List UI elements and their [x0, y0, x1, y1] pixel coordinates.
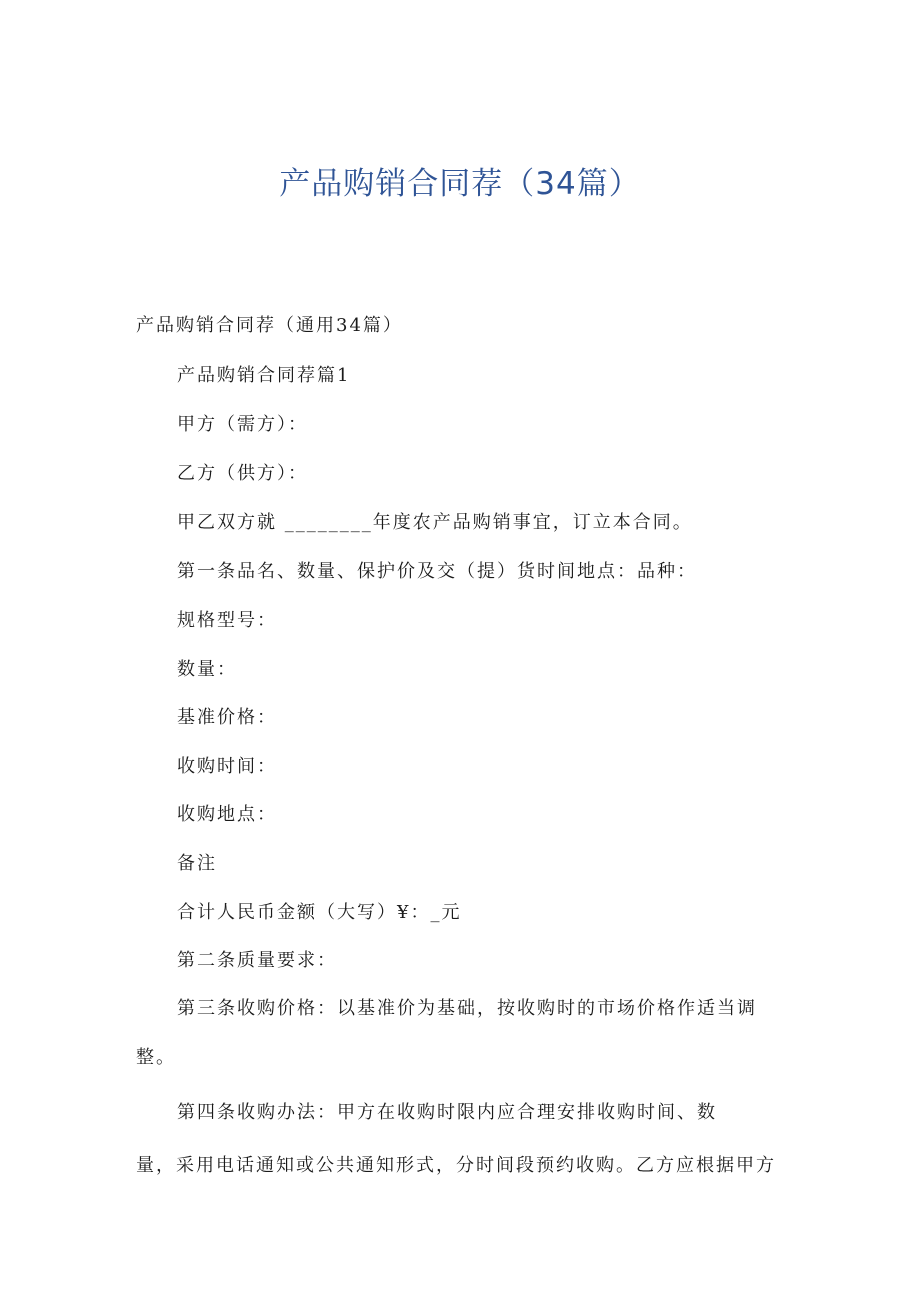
article-3-line-1: 第三条收购价格：以基准价为基础，按收购时的市场价格作适当调 [177, 998, 757, 1019]
field-total-amount: 合计人民币金额（大写）¥：_元 [177, 902, 462, 923]
article-1: 第一条品名、数量、保护价及交（提）货时间地点：品种： [177, 561, 697, 582]
agreement-intro: 甲乙双方就 ________年度农产品购销事宜，订立本合同。 [177, 512, 693, 533]
document-subtitle: 产品购销合同荐（通用34篇） [136, 315, 403, 336]
field-base-price: 基准价格： [177, 707, 277, 728]
field-purchase-time: 收购时间： [177, 756, 277, 777]
article-3-line-2: 整。 [136, 1047, 176, 1068]
field-purchase-location: 收购地点： [177, 804, 277, 825]
document-title: 产品购销合同荐（34篇） [279, 166, 641, 202]
party-b-line: 乙方（供方）： [177, 463, 308, 484]
field-spec-model: 规格型号： [177, 610, 277, 631]
field-remarks: 备注 [177, 853, 217, 874]
section-heading: 产品购销合同荐篇1 [177, 365, 351, 386]
article-2: 第二条质量要求： [177, 950, 337, 971]
party-a-line: 甲方（需方）： [177, 414, 308, 435]
article-4-line-2: 量，采用电话通知或公共通知形式，分时间段预约收购。乙方应根据甲方 [136, 1155, 776, 1176]
field-quantity: 数量： [177, 659, 237, 680]
article-4-line-1: 第四条收购办法：甲方在收购时限内应合理安排收购时间、数 [177, 1102, 717, 1123]
